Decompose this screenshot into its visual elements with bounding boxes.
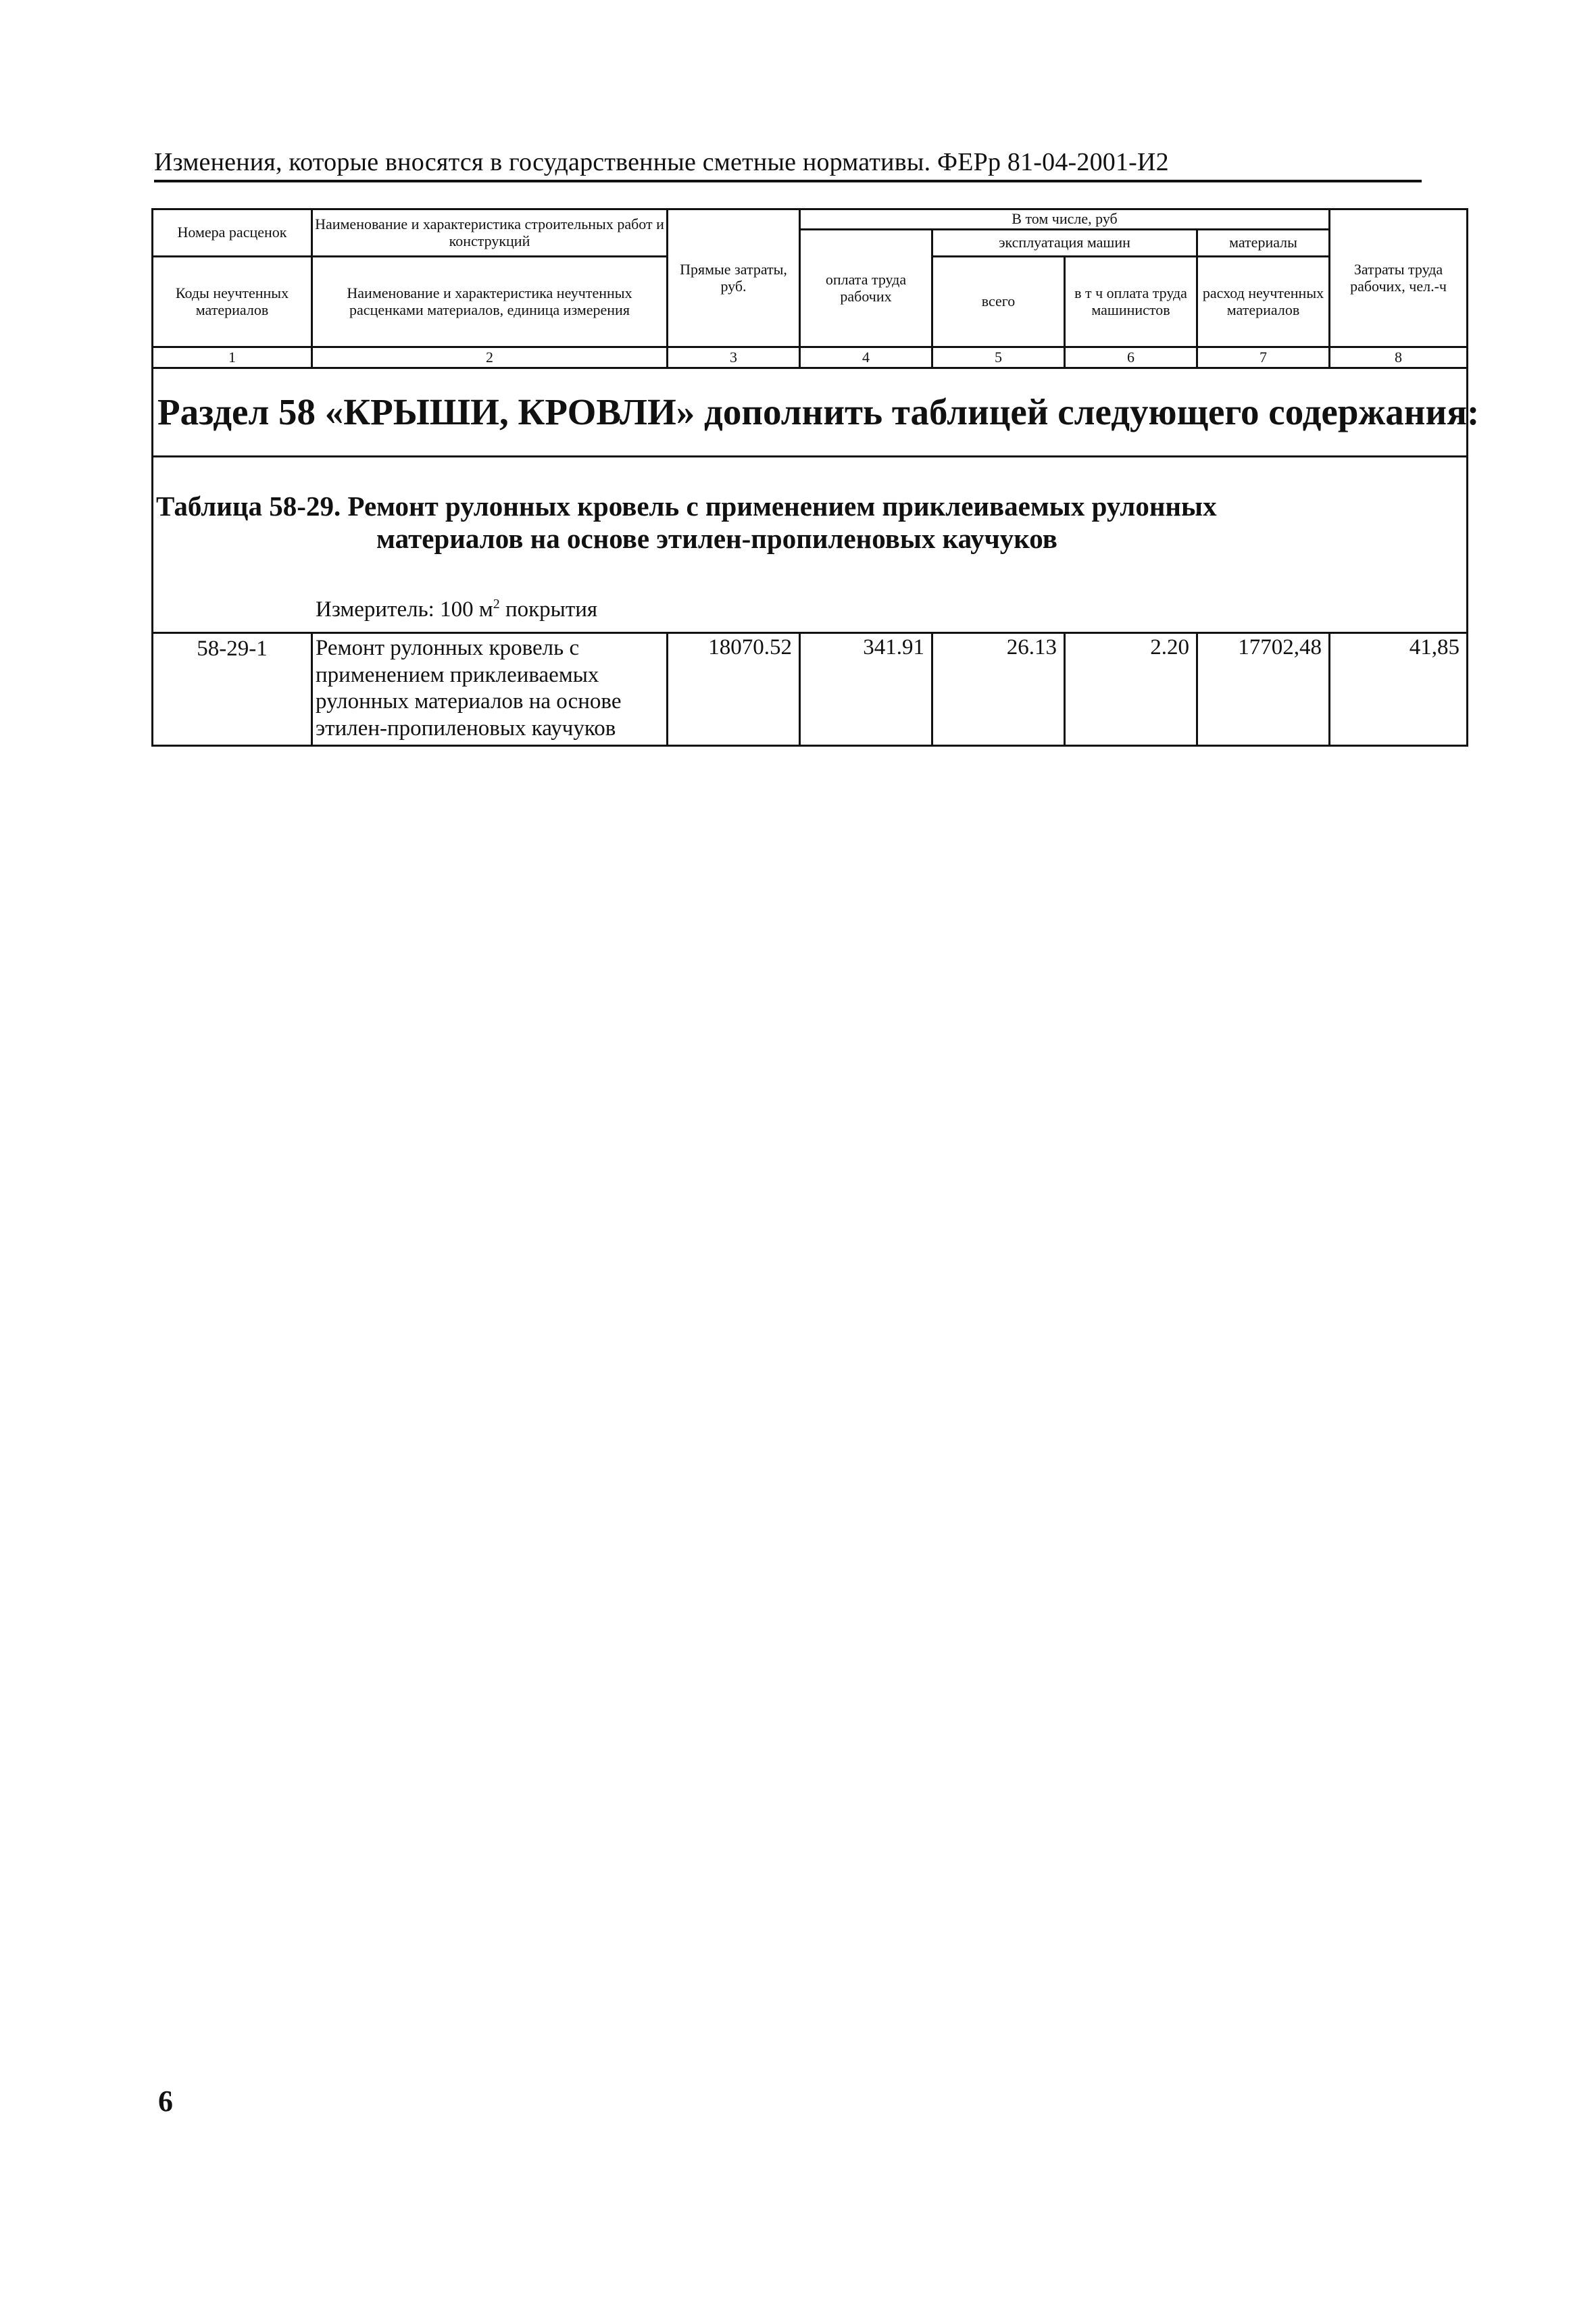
column-number: 5	[932, 347, 1065, 368]
labor-pay-value: 341.91	[800, 633, 932, 746]
page-number: 6	[158, 2085, 173, 2118]
work-name: Ремонт рулонных кровель с применением приклеиваемых рулонных материалов на основе этилен-пропиленовых каучуков	[312, 633, 668, 746]
unit-superscript: 2	[493, 597, 500, 612]
header-machines-total: всего	[932, 257, 1065, 347]
table-title-line2: материалов на основе этилен-пропиленовых каучуков	[376, 523, 1057, 554]
column-number: 7	[1197, 347, 1330, 368]
column-number: 3	[668, 347, 800, 368]
rate-code: 58-29-1	[153, 633, 312, 746]
header-labor-hours: Затраты труда рабочих, чел.-ч	[1330, 209, 1468, 347]
header-including-group: В том числе, руб	[800, 209, 1330, 230]
table-row	[153, 633, 1468, 746]
column-number: 4	[800, 347, 932, 368]
machines-total-value: 26.13	[932, 633, 1065, 746]
header-materials-consumption: расход неучтенных материалов	[1197, 257, 1330, 347]
machinists-pay-value: 2.20	[1065, 633, 1197, 746]
column-number: 2	[312, 347, 668, 368]
unit-of-measure	[316, 597, 597, 622]
materials-value: 17702,48	[1197, 633, 1330, 746]
header-work-name: Наименование и характеристика строительных работ и конструкций	[312, 209, 668, 257]
table-title-block	[153, 457, 1468, 633]
header-machinists-pay: в т ч оплата труда машинистов	[1065, 257, 1197, 347]
header-labor-pay: оплата труда рабочих	[800, 230, 932, 347]
running-header: Изменения, которые вносятся в государственные сметные нормативы. ФЕРр 81-04-2001-И2	[154, 148, 1169, 176]
unit-suffix: покрытия	[499, 597, 598, 622]
labor-hours-value: 41,85	[1330, 633, 1468, 746]
header-rate-numbers: Номера расценок	[153, 209, 312, 257]
column-number: 6	[1065, 347, 1197, 368]
norms-table	[151, 208, 1480, 747]
unit-prefix: Измеритель: 100 м	[316, 597, 493, 622]
header-material-names: Наименование и характеристика неучтенных расценками материалов, единица измерения	[312, 257, 668, 347]
header-direct-costs: Прямые затраты, руб.	[668, 209, 800, 347]
header-material-codes: Коды неучтенных материалов	[153, 257, 312, 347]
column-number: 1	[153, 347, 312, 368]
direct-costs-value: 18070.52	[668, 633, 800, 746]
header-materials-group: материалы	[1197, 230, 1330, 257]
section-heading: Раздел 58 «КРЫШИ, КРОВЛИ» дополнить таблицей следующего содержания:	[153, 368, 1468, 457]
table-title-line1: Таблица 58-29. Ремонт рулонных кровель с применением приклеиваемых рулонных	[156, 491, 1217, 522]
header-rule	[154, 180, 1422, 182]
column-number: 8	[1330, 347, 1468, 368]
header-machines-group: эксплуатация машин	[932, 230, 1197, 257]
